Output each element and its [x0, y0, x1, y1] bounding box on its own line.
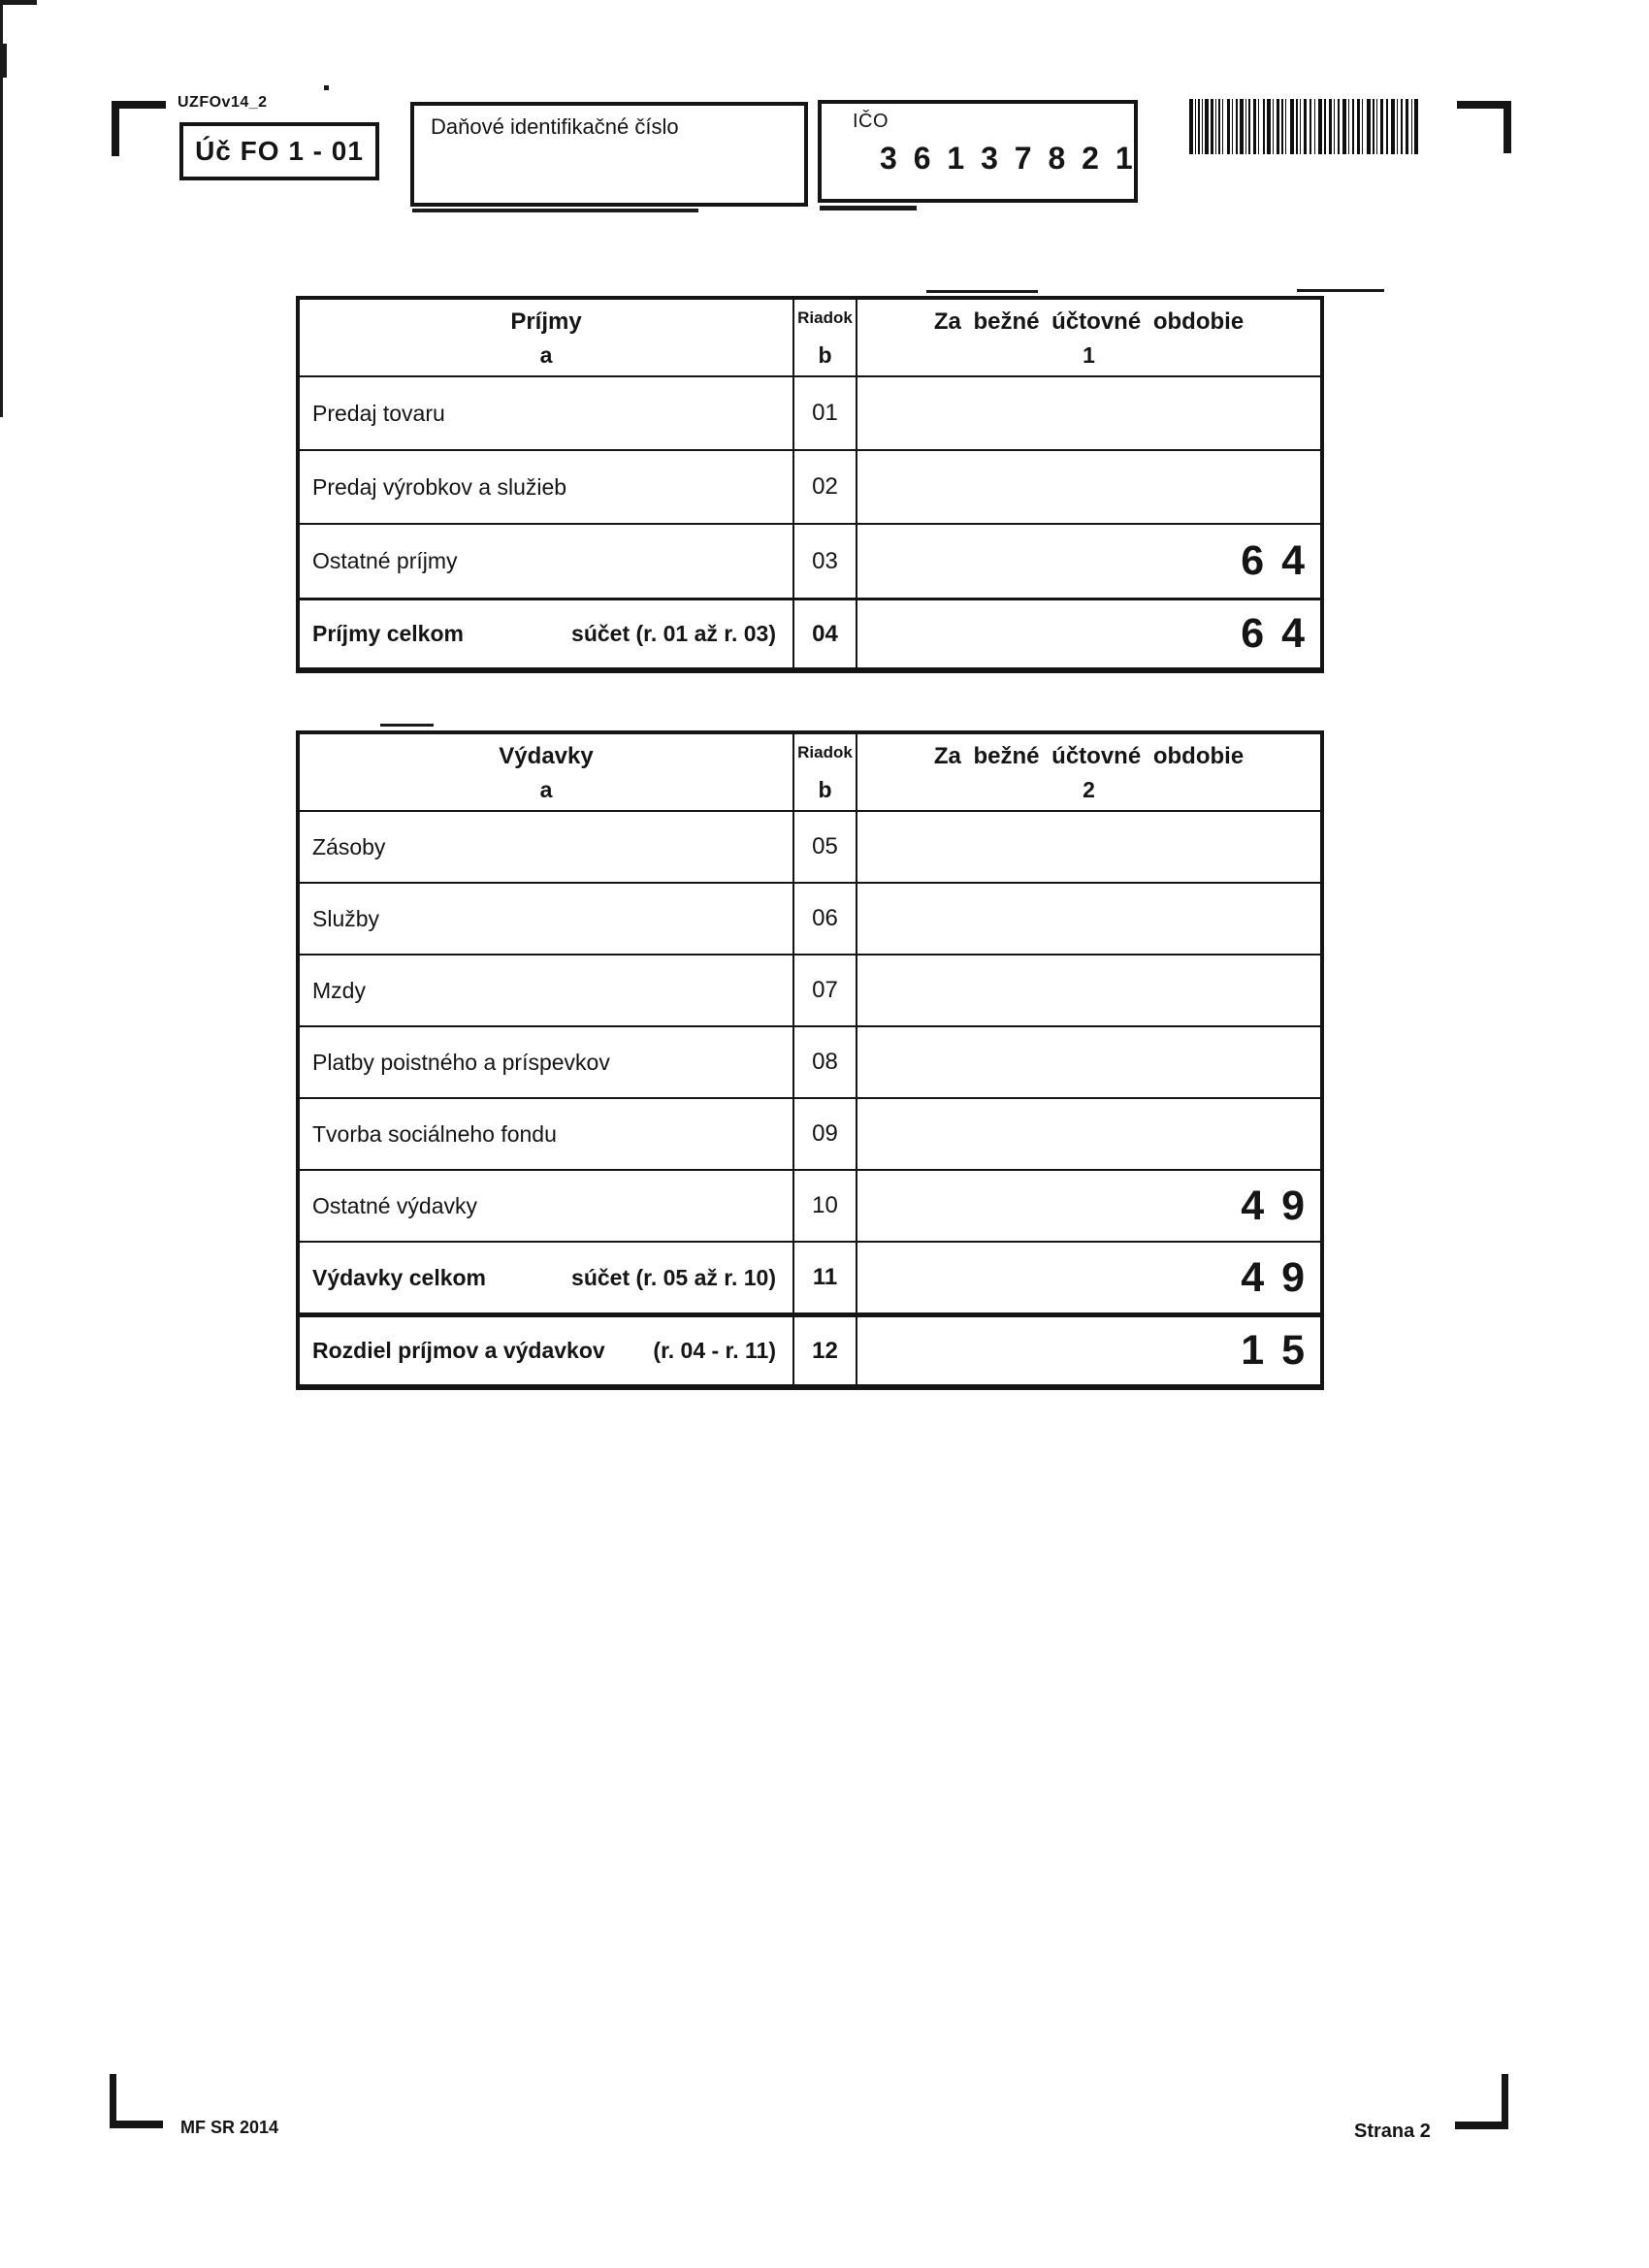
page-number: Strana 2: [1354, 2121, 1431, 2142]
column-letter-a: a: [539, 777, 553, 802]
row-number: 10: [792, 1171, 857, 1241]
table-row: [300, 954, 1320, 1025]
column-number-2: 2: [1083, 777, 1095, 802]
row-label: Rozdiel príjmov a výdavkov: [312, 1338, 605, 1363]
table-row: [300, 1169, 1320, 1241]
row-number: 06: [792, 884, 857, 954]
scan-artifact: [820, 206, 917, 211]
row-label: Platby poistného a príspevkov: [312, 1049, 610, 1075]
row-sublabel: (r. 04 - r. 11): [653, 1338, 776, 1363]
registration-mark-bottom-left: [110, 2074, 163, 2128]
form-version-code: UZFOv14_2: [178, 94, 268, 111]
column-letter-b: b: [818, 342, 832, 368]
row-label: Predaj výrobkov a služieb: [312, 473, 567, 500]
row-number: 03: [792, 525, 857, 598]
table-row: [300, 882, 1320, 954]
tax-id-box: [410, 102, 808, 207]
income-table-header: [300, 300, 1320, 375]
barcode: [1189, 99, 1418, 154]
row-number: 11: [792, 1243, 857, 1312]
row-value: [857, 884, 1320, 954]
form-id-box: [179, 122, 379, 180]
expense-table: [296, 730, 1324, 1390]
row-label: Ostatné výdavky: [312, 1192, 478, 1218]
row-number: 01: [792, 377, 857, 449]
expense-table-header: [300, 734, 1320, 810]
scan-artifact: [324, 85, 329, 90]
row-number: 05: [792, 812, 857, 882]
row-sublabel: súčet (r. 05 až r. 10): [571, 1264, 776, 1290]
registration-mark-bottom-right: [1455, 2074, 1508, 2129]
row-label: Mzdy: [312, 977, 366, 1003]
column-header-riadok: Riadok: [797, 743, 853, 761]
ico-label: IČO: [853, 111, 889, 132]
row-value: [857, 451, 1320, 523]
table-total-row: [300, 598, 1320, 667]
footer-ministry-code: MF SR 2014: [180, 2118, 279, 2137]
row-number: 04: [792, 600, 857, 667]
scan-artifact: [0, 44, 7, 78]
column-header-prijmy: Príjmy: [510, 308, 582, 335]
row-value: 6 4: [1241, 610, 1305, 657]
tax-id-label: Daňové identifikačné číslo: [431, 114, 679, 139]
row-label: Zásoby: [312, 833, 386, 859]
table-row: [300, 1025, 1320, 1097]
row-value: [857, 956, 1320, 1025]
column-letter-b: b: [818, 777, 832, 802]
table-row: [300, 1097, 1320, 1169]
row-value: 6 4: [1241, 537, 1305, 584]
column-header-vydavky: Výdavky: [499, 743, 594, 769]
column-header-period: Za bežné účtovné obdobie: [933, 743, 1245, 769]
scan-artifact: [1297, 289, 1384, 292]
row-value: [857, 812, 1320, 882]
row-value: [857, 1027, 1320, 1097]
scan-artifact: [412, 209, 698, 212]
column-header-riadok: Riadok: [797, 308, 853, 327]
table-row: [300, 523, 1320, 598]
row-label: Služby: [312, 905, 380, 931]
column-number-1: 1: [1083, 342, 1095, 368]
row-value: [857, 1099, 1320, 1169]
column-letter-a: a: [539, 342, 553, 368]
row-value: 1 5: [1241, 1327, 1305, 1374]
scan-artifact: [380, 724, 434, 727]
registration-mark-top-left: [112, 101, 166, 156]
ico-value: 3 6 1 3 7 8 2 1: [880, 141, 1136, 176]
table-total-row: [300, 1241, 1320, 1312]
row-value: [857, 377, 1320, 449]
scan-artifact: [0, 0, 37, 5]
row-value: 4 9: [1241, 1182, 1305, 1229]
row-value: 4 9: [1241, 1253, 1305, 1301]
row-number: 12: [792, 1317, 857, 1384]
row-number: 08: [792, 1027, 857, 1097]
row-number: 07: [792, 956, 857, 1025]
row-number: 09: [792, 1099, 857, 1169]
income-table: [296, 296, 1324, 673]
table-row: [300, 375, 1320, 449]
row-label: Výdavky celkom: [312, 1264, 487, 1290]
row-label: Tvorba sociálneho fondu: [312, 1120, 557, 1147]
row-number: 02: [792, 451, 857, 523]
row-label: Predaj tovaru: [312, 400, 445, 426]
column-header-period: Za bežné účtovné obdobie: [933, 308, 1245, 335]
scan-artifact: [926, 290, 1038, 293]
row-label: Ostatné príjmy: [312, 548, 458, 573]
table-difference-row: [300, 1312, 1320, 1384]
row-sublabel: súčet (r. 01 až r. 03): [571, 621, 776, 646]
row-label: Príjmy celkom: [312, 621, 464, 646]
form-id: Úč FO 1 - 01: [195, 136, 364, 166]
table-row: [300, 810, 1320, 882]
registration-mark-top-right: [1457, 101, 1511, 153]
ico-box: [818, 100, 1138, 203]
table-row: [300, 449, 1320, 523]
